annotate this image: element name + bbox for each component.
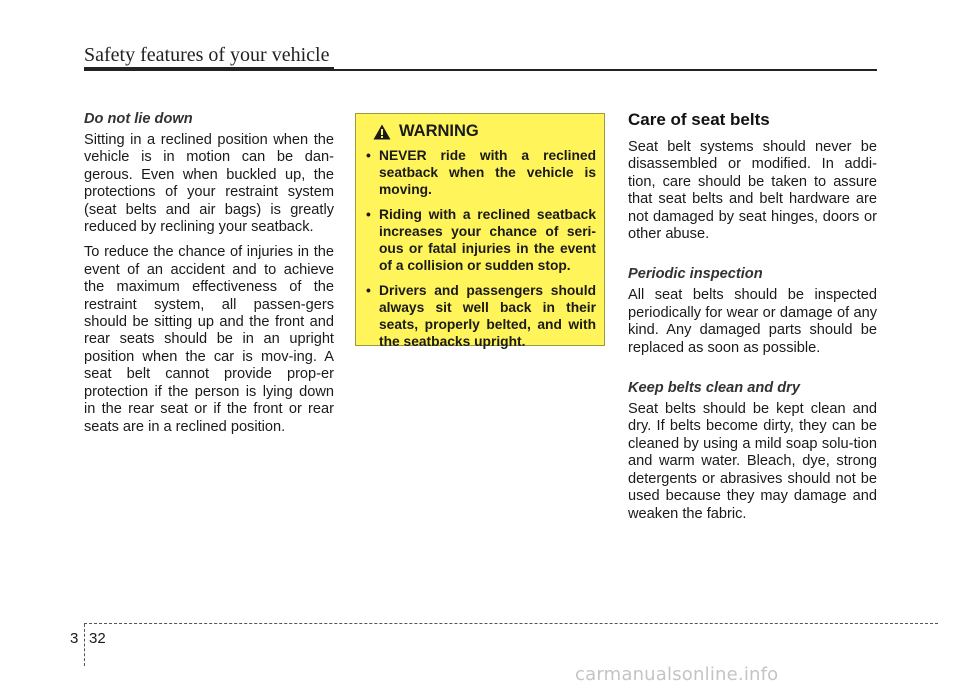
section-title-care-of-seat-belts: Care of seat belts <box>628 110 770 129</box>
warning-box <box>355 113 605 349</box>
warning-item <box>366 147 596 198</box>
header-rule-thick <box>84 67 334 71</box>
warning-title: WARNING <box>399 122 479 140</box>
left-column <box>84 110 334 444</box>
warning-item-text: Riding with a reclined seatback increases your chance of seri-ous or fatal injuries in the event of a collision or sudden stop. <box>379 207 596 273</box>
right-column <box>628 110 877 531</box>
warning-item <box>366 206 596 274</box>
warning-list <box>366 147 596 350</box>
bullet: • <box>366 148 371 163</box>
subheading-periodic-inspection: Periodic inspection <box>628 266 763 283</box>
paragraph: Seat belt systems should never be disassembled or modified. In addi-tion, care should be taken to assure that seat belts and belt hardware are not damaged by seat hinges, doors or other abuse. <box>628 139 877 243</box>
paragraph: To reduce the chance of injuries in the event of an accident and to achieve the maximum effectiveness of the restraint system, all passen-gers should be sitting up and the front and rear seats should be in an upright position when the car is mov-ing. A seat belt cannot provide prop-er protection if the person is lying down in the rear seat or if the front or rear seats are in a reclined position. <box>84 244 334 435</box>
warning-item <box>366 282 596 350</box>
subheading-do-not-lie-down: Do not lie down <box>84 111 193 127</box>
header-rule-thin <box>334 69 877 71</box>
footer-rule <box>84 623 938 624</box>
paragraph: All seat belts should be inspected periodically for wear or damage of any kind. Any damaged parts should be replaced as soon as possible. <box>628 287 877 356</box>
bullet: • <box>366 207 371 222</box>
footer-divider <box>84 624 85 666</box>
warning-triangle-icon <box>373 124 391 140</box>
warning-item-text: NEVER ride with a reclined seatback when the vehicle is moving. <box>379 148 596 197</box>
paragraph: Sitting in a reclined position when the vehicle is in motion can be dan-gerous. Even when buckled up, the protections of your restraint system (seat belts and air bags) is greatly reduced by reclining your seatback. <box>84 132 334 236</box>
warning-header <box>373 122 596 141</box>
page-number: 32 <box>89 630 106 647</box>
chapter-number: 3 <box>70 630 79 647</box>
page-header-title: Safety features of your vehicle <box>84 44 330 66</box>
paragraph: Seat belts should be kept clean and dry. If belts become dirty, they can be cleaned by using a mild soap solu-tion and warm water. Bleach, dye, strong detergents or abrasives should not be used because they may damage and weaken the fabric. <box>628 401 877 522</box>
warning-item-text: Drivers and passengers should always sit well back in their seats, properly belted, and with the seatbacks upright. <box>379 283 596 349</box>
bullet: • <box>366 283 371 298</box>
watermark: carmanualsonline.info <box>575 664 779 685</box>
subheading-keep-belts-clean: Keep belts clean and dry <box>628 380 800 397</box>
